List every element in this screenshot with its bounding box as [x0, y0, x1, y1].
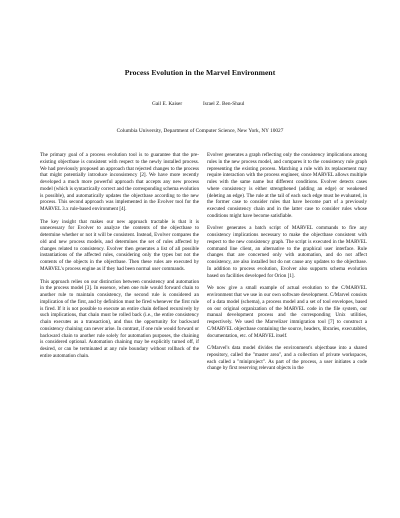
left-column [40, 152, 199, 360]
body-paragraph: Evolver generates a graph reflecting only the consistency implications among rules in the new process model, and compares it to the consistency rule graph representing the existing process. Matching a rule with its replacement may require interaction with the process engineer, since MARVEL allows multiple rules with the same name but different conditions. Evolver detects cases where consistency is either strengthened (adding an edge) or weakened (deleting an edge). The rule at the tail of each such edge must be evaluated, in the former case to consider rules that have become part of a previously executed consistency chain and in the latter case to consider rules whose conditions might have become satisfiable. [207, 152, 367, 219]
body-paragraph: This approach relies on our distinction between consistency and automation in the process model [3]. In essence, when one rule would forward chain to another rule to maintain consistency, the second rule is considered an implication of the first, and by definition must be fired whenever the first rule is fired. If it is not possible to execute an entire chain defined recursively by such implications, that chain must be rolled back (i.e., the entire consistency chain executes as a transaction), and thus the opportunity for backward consistency chaining can never arise. In contrast, if one rule would forward or backward chain to another rule solely for automation purposes, the chaining is considered optional. Automation chaining may be explicitly turned off, if desired, or can be terminated at any rule boundary without rollback of the entire automation chain. [40, 278, 199, 359]
body-paragraph: The primary goal of a process evolution tool is to guarantee that the pre-existing objectbase is consistent with respect to the newly installed process. We had previously proposed an approach that rejected changes to the process that might potentially introduce inconsistency [2]. We have more recently developed a much more powerful approach that accepts any new process model (which is syntactically correct and the corresponding schema evolution is possible), and automatically updates the objectbase according to the new process. This second approach was implemented in the Evolver tool for the MARVEL 3.x rule-based environment [4]. [40, 152, 199, 212]
right-column [207, 152, 367, 372]
body-paragraph: C/Marvel's data model divides the environment's objectbase into a shared repository, called the "master area", and a collection of private workspaces, each called a "miniproject". As part of the process, a user initiates a code change by first reserving relevant objects in the [207, 345, 367, 372]
author-name: Gail E. Kaiser [152, 101, 183, 107]
author-name: Israel Z. Ben-Shaul [203, 101, 245, 107]
body-paragraph: We now give a small example of actual evolution to the C/MARVEL environment that we use in our own software development. C/Marvel consists of a data model (schema), a process model and a set of tool envelopes, based on our original organization of the MARVEL code in the file system, our manual development process and the corresponding Unix utilities, respectively. We used the Marvelizer immigration tool [7] to construct a C/MARVEL objectbase containing the source, headers, libraries, executables, documentation, etc. of MARVEL itself. [207, 285, 367, 339]
body-paragraph: The key insight that makes our new approach tractable is that it is unnecessary for Evolver to analyze the contents of the objectbase to determine whether or not it will be consistent. Instead, Evolver compares the old and new process models, and determines the set of rules affected by changes related to consistency. Evolver then generates a list of all possible instantiations of the affected rules, considering only the types but not the contents of the objects in the objectbase. Then these rules are executed by MARVEL's process engine as if they had been normal user commands. [40, 218, 199, 272]
affiliation: Columbia University, Department of Computer Science, New York, NY 10027 [116, 128, 284, 134]
paper-title: Process Evolution in the Marvel Environment [124, 68, 276, 77]
body-paragraph: Evolver generates a batch script of MARVEL commands to fire any consistency implications necessary to make the objectbase consistent with respect to the new consistency graph. The script is executed in the MARVEL command line client, an alternative to the graphical user interface. Rule changes that are concerned only with automation, and do not affect consistency, are also installed but do not cause any updates to the objectbase. In addition to process evolution, Evolver also supports schema evolution based on facilities developed for Orion [1]. [207, 225, 367, 279]
